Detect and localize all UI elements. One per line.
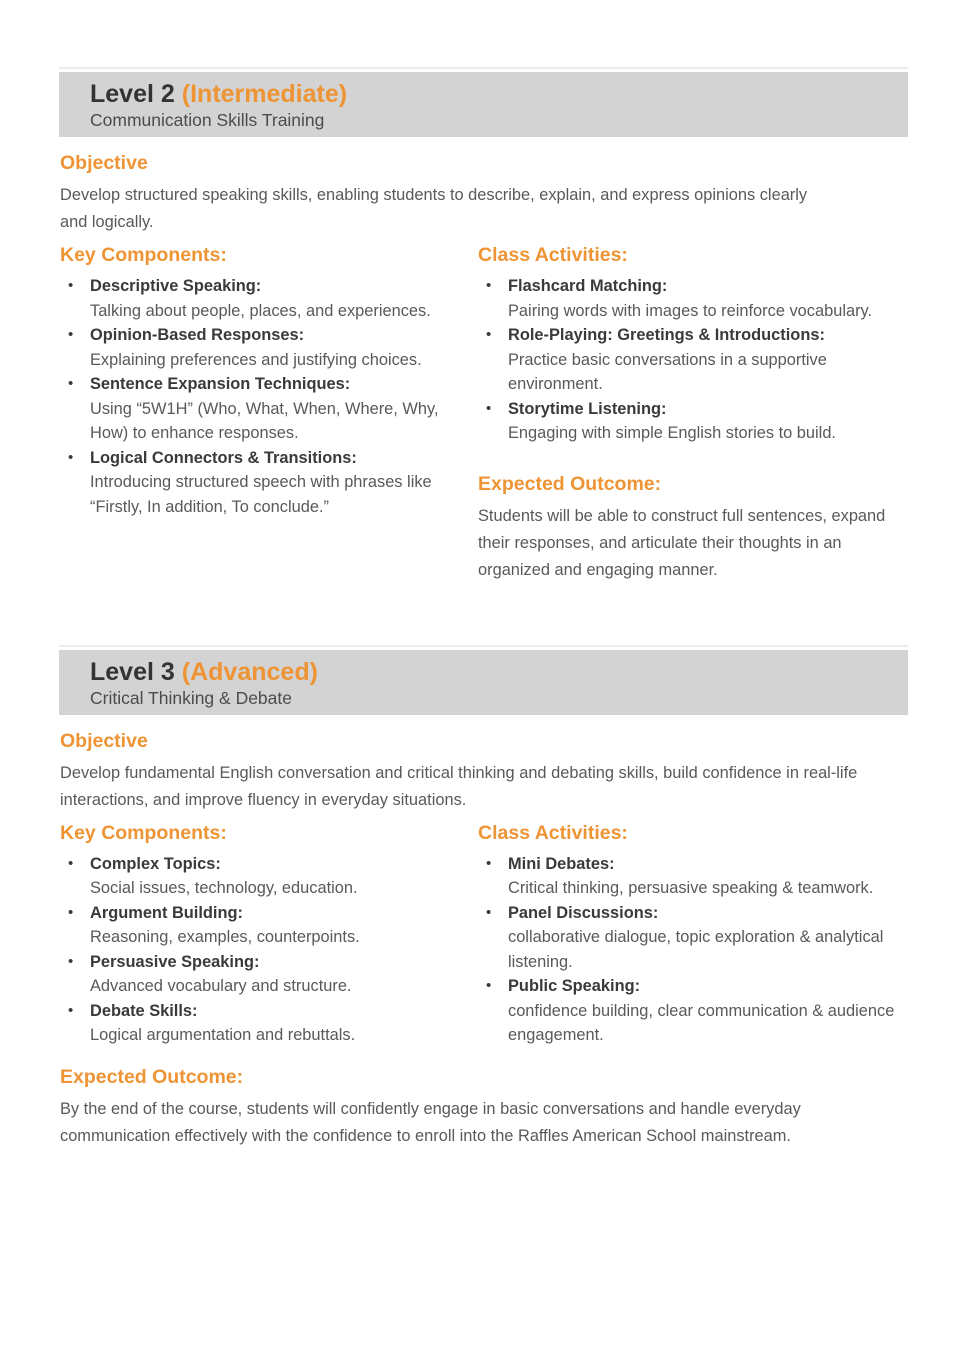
bullet-title: Public Speaking: [508, 977, 641, 995]
objective-heading: Objective [60, 729, 148, 752]
bullet-title: Flashcard Matching: [508, 277, 668, 295]
class-activities-column [478, 244, 914, 584]
key-components-column [60, 822, 472, 1048]
bullet-title: Logical Connectors & Transitions: [90, 448, 357, 467]
level-2-subtitle: Communication Skills Training [90, 110, 325, 130]
class-activities-heading: Class Activities: [478, 821, 628, 844]
list-item [60, 852, 472, 901]
bullet-title: Opinion-Based Responses: [90, 326, 305, 344]
bullet-desc: confidence building, clear communication & audience engagement. [508, 1001, 895, 1044]
bullet-desc: Advanced vocabulary and structure. [90, 977, 352, 995]
objective-text: Develop fundamental English conversation and critical thinking and debating skills, build confidence in real-life interactions, and improve fluency in everyday situations. [60, 763, 858, 809]
level-2-title [90, 79, 908, 109]
list-item [60, 372, 472, 446]
list-item [478, 323, 914, 397]
bullet-icon: • [68, 952, 74, 970]
level-2-columns [60, 244, 908, 584]
list-item [478, 397, 914, 446]
class-activities-list [478, 274, 914, 446]
level-3-header-bar [59, 650, 908, 715]
bullet-title: Persuasive Speaking: [90, 952, 260, 971]
bullet-title: Storytime Listening: [508, 399, 667, 418]
level-3-subtitle: Critical Thinking & Debate [90, 687, 292, 708]
bullet-desc: Explaining preferences and justifying choices. [90, 350, 422, 369]
level-3-columns [60, 822, 908, 1048]
bullet-title: Complex Topics: [90, 854, 221, 873]
bullet-desc: Pairing words with images to reinforce vocabulary. [508, 301, 873, 320]
key-components-list [60, 274, 472, 519]
bullet-icon: • [68, 375, 74, 392]
key-components-heading: Key Components: [60, 821, 227, 844]
list-item [478, 274, 914, 323]
class-activities-list [478, 852, 914, 1048]
list-item [60, 901, 472, 950]
bullet-title: Sentence Expansion Techniques: [90, 375, 351, 393]
expected-outcome-heading: Expected Outcome: [60, 1065, 244, 1088]
level-2-title-text: Level 2 [90, 80, 175, 108]
bullet-desc: Introducing structured speech with phrases like “Firstly, In addition, To conclude.” [90, 473, 432, 516]
level-3-title [90, 657, 908, 687]
bullet-icon: • [68, 326, 74, 343]
bullet-desc: Logical argumentation and rebuttals. [90, 1026, 356, 1044]
bullet-title: Argument Building: [90, 903, 243, 922]
key-components-list [60, 852, 472, 1048]
level-2-title-label: (Intermediate) [181, 80, 348, 108]
bullet-desc: Talking about people, places, and experiences. [90, 301, 431, 320]
key-components-heading: Key Components: [60, 244, 227, 266]
bullet-desc: Practice basic conversations in a supportive environment. [508, 350, 827, 393]
bullet-icon: • [68, 903, 74, 921]
key-components-column [60, 244, 472, 584]
expected-outcome-text: Students will be able to construct full sentences, expand their responses, and articulate their thoughts in an organized and engaging manner. [478, 506, 886, 579]
class-activities-heading: Class Activities: [478, 244, 628, 266]
level-3-title-label: (Advanced) [181, 657, 318, 686]
bullet-icon: • [68, 854, 74, 872]
bullet-title: Panel Discussions: [508, 903, 659, 922]
bullet-icon: • [486, 277, 492, 294]
list-item [478, 852, 914, 901]
level-3-title-text: Level 3 [90, 657, 175, 686]
list-item [478, 901, 914, 975]
list-item [60, 950, 472, 999]
bullet-icon: • [486, 326, 492, 343]
list-item [60, 274, 472, 323]
bullet-title: Descriptive Speaking: [90, 277, 262, 295]
bullet-title: Mini Debates: [508, 854, 615, 873]
level-3-content [60, 730, 908, 1150]
bullet-desc: Critical thinking, persuasive speaking & teamwork. [508, 879, 874, 897]
level-2-header-bar [59, 72, 908, 137]
bullet-desc: Reasoning, examples, counterpoints. [90, 928, 360, 946]
bullet-desc: Using “5W1H” (Who, What, When, Where, Why, How) to enhance responses. [90, 399, 439, 442]
level-2-content [60, 152, 908, 584]
objective-heading: Objective [60, 152, 148, 174]
bullet-icon: • [486, 977, 492, 994]
bullet-title: Role-Playing: Greetings & Introductions: [508, 326, 825, 344]
bullet-desc: Engaging with simple English stories to build. [508, 424, 836, 442]
bullet-icon: • [486, 399, 492, 417]
list-item [60, 999, 472, 1048]
level-2-section [0, 72, 966, 584]
expected-outcome-heading: Expected Outcome: [478, 472, 662, 495]
bullet-desc: Social issues, technology, education. [90, 879, 358, 897]
bullet-icon: • [68, 1001, 74, 1019]
expected-outcome-text: By the end of the course, students will confidently engage in basic conversations and handle everyday communication effectively with the confidence to enroll into the Raffles American School mainstream. [60, 1099, 801, 1145]
bullet-icon: • [68, 277, 74, 294]
list-item [478, 974, 914, 1048]
objective-text: Develop structured speaking skills, enabling students to describe, explain, and express opinions clearly and logically. [60, 186, 808, 231]
bullet-icon: • [486, 854, 492, 872]
list-item [60, 323, 472, 372]
bullet-icon: • [486, 903, 492, 921]
bullet-icon: • [68, 448, 74, 466]
class-activities-column [478, 822, 914, 1048]
bullet-desc: collaborative dialogue, topic exploration & analytical listening. [508, 928, 884, 971]
level-3-section [0, 650, 966, 1150]
list-item [60, 446, 472, 520]
bullet-title: Debate Skills: [90, 1001, 198, 1020]
